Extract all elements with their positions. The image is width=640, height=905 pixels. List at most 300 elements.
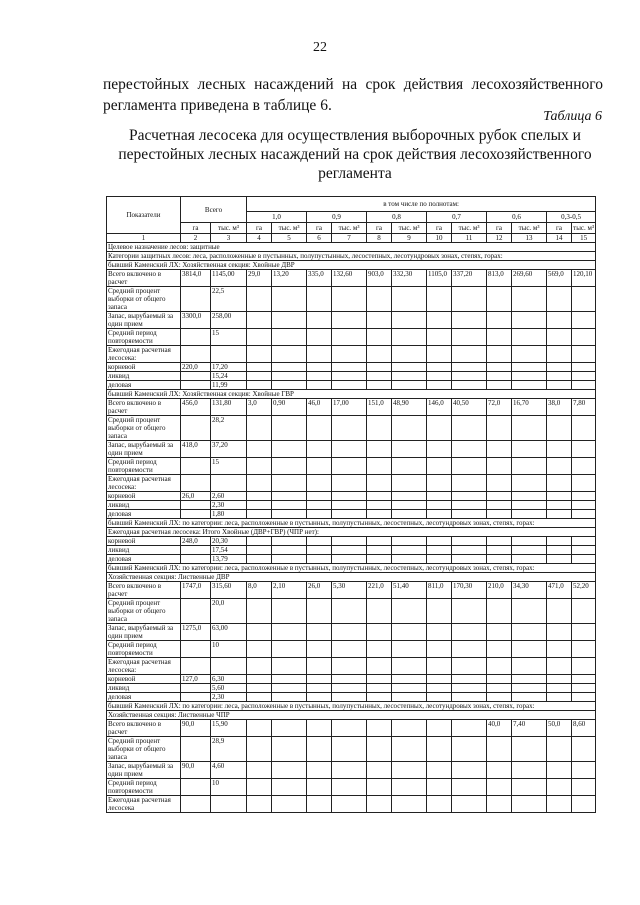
table-cell [487, 441, 512, 458]
table-cell: 11,99 [211, 381, 247, 390]
table-row [107, 510, 596, 519]
table-cell: 52,20 [572, 582, 596, 599]
table-cell [452, 416, 487, 441]
header-column-number: 15 [572, 234, 596, 243]
table-cell [427, 546, 452, 555]
table-cell [392, 441, 427, 458]
table-cell [181, 737, 211, 762]
table-cell [392, 675, 427, 684]
table-cell [307, 693, 332, 702]
table-cell [367, 684, 392, 693]
table-cell [547, 329, 572, 346]
table-cell [547, 779, 572, 796]
table-cell [181, 372, 211, 381]
table-cell [572, 684, 596, 693]
table-cell [367, 372, 392, 381]
table-cell [332, 458, 367, 475]
table-cell: 2,30 [211, 501, 247, 510]
table-cell [547, 546, 572, 555]
table-cell [572, 492, 596, 501]
table-cell [247, 658, 272, 675]
table-cell [452, 501, 487, 510]
table-cell [512, 624, 547, 641]
table-cell [392, 720, 427, 737]
section-row [107, 711, 596, 720]
table-row [107, 599, 596, 624]
header-column-numbers-row [107, 234, 596, 243]
table-cell: 90,0 [181, 720, 211, 737]
header-column-number: 1 [107, 234, 181, 243]
table-cell [307, 501, 332, 510]
table-cell [367, 546, 392, 555]
table-cell [452, 693, 487, 702]
header-column-number: 3 [211, 234, 247, 243]
table-cell [181, 546, 211, 555]
table-cell [487, 381, 512, 390]
table-cell [512, 312, 547, 329]
table-cell: 26,0 [307, 582, 332, 599]
table-cell: 26,0 [181, 492, 211, 501]
table-cell: 34,30 [512, 582, 547, 599]
table-cell [332, 675, 367, 684]
table-cell [452, 329, 487, 346]
table-cell: 3814,0 [181, 270, 211, 287]
table-row [107, 346, 596, 363]
header-unit-ha: га [427, 223, 452, 234]
table-cell [332, 779, 367, 796]
table-cell [307, 675, 332, 684]
table-cell [487, 641, 512, 658]
table-cell [572, 346, 596, 363]
row-label: ликвид [107, 372, 181, 381]
table-row [107, 779, 596, 796]
table-cell [512, 346, 547, 363]
table-cell: 2,60 [211, 492, 247, 501]
table-cell [427, 658, 452, 675]
table-cell [307, 720, 332, 737]
table-cell [367, 624, 392, 641]
section-heading: бывший Каменский ЛХ: по категории: леса, расположенные в пустынных, полупустынных, лесостепных, лесотундровых зонах, степях, горах: [107, 564, 596, 573]
table-cell [572, 675, 596, 684]
row-label: ликвид [107, 501, 181, 510]
table-cell [332, 492, 367, 501]
table-cell: 72,0 [487, 399, 512, 416]
table-body [107, 243, 596, 813]
table-row [107, 372, 596, 381]
table-cell [512, 492, 547, 501]
table-cell: 332,30 [392, 270, 427, 287]
table-cell: 40,0 [487, 720, 512, 737]
table-cell [332, 381, 367, 390]
table-cell [307, 796, 332, 813]
table-cell [181, 501, 211, 510]
table-cell [247, 287, 272, 312]
table-cell [512, 684, 547, 693]
table-cell [272, 416, 307, 441]
table-cell [367, 492, 392, 501]
table-cell [547, 372, 572, 381]
table-cell [427, 599, 452, 624]
table-cell [487, 346, 512, 363]
table-row [107, 796, 596, 813]
table-cell [572, 599, 596, 624]
table-cell [307, 372, 332, 381]
table-cell [487, 537, 512, 546]
table-cell [427, 501, 452, 510]
table-cell [307, 492, 332, 501]
table-row [107, 684, 596, 693]
table-cell [572, 546, 596, 555]
table-cell [272, 675, 307, 684]
table-cell [307, 346, 332, 363]
table-cell: 15,90 [211, 720, 247, 737]
table-cell: 811,0 [427, 582, 452, 599]
table-cell: 151,0 [367, 399, 392, 416]
table-cell [247, 684, 272, 693]
table-cell [211, 346, 247, 363]
table-row [107, 441, 596, 458]
table-cell [332, 555, 367, 564]
table-cell [512, 675, 547, 684]
table-cell [487, 737, 512, 762]
table-cell [181, 796, 211, 813]
table-cell [487, 658, 512, 675]
table-cell [367, 329, 392, 346]
table-cell [452, 684, 487, 693]
table-row [107, 555, 596, 564]
table-cell: 220,0 [181, 363, 211, 372]
table-cell [452, 675, 487, 684]
table-cell [487, 363, 512, 372]
table-cell [332, 372, 367, 381]
table-cell [427, 287, 452, 312]
table-cell [247, 458, 272, 475]
table-cell [427, 684, 452, 693]
table-cell [332, 287, 367, 312]
table-cell [181, 555, 211, 564]
page-number: 22 [313, 40, 327, 55]
header-column-number: 4 [247, 234, 272, 243]
table-cell [247, 346, 272, 363]
header-including: в том числе по полнотам: [247, 197, 596, 212]
table-row [107, 416, 596, 441]
table-cell: 17,00 [332, 399, 367, 416]
table-cell [512, 329, 547, 346]
section-row [107, 390, 596, 399]
table-cell [452, 312, 487, 329]
table-cell [512, 287, 547, 312]
table-cell [452, 779, 487, 796]
table-cell [572, 501, 596, 510]
table-cell [452, 346, 487, 363]
table-row [107, 641, 596, 658]
table-cell: 50,0 [547, 720, 572, 737]
table-cell [547, 416, 572, 441]
header-column-number: 7 [332, 234, 367, 243]
table-cell: 3300,0 [181, 312, 211, 329]
table-row [107, 546, 596, 555]
row-label: Средний период повторяемости [107, 779, 181, 796]
table-cell: 17,20 [211, 363, 247, 372]
row-label: Всего включено в расчет [107, 582, 181, 599]
table-cell [512, 510, 547, 519]
table-cell [332, 762, 367, 779]
table-cell [247, 501, 272, 510]
table-cell [392, 693, 427, 702]
table-cell: 29,0 [247, 270, 272, 287]
row-label: деловая [107, 693, 181, 702]
table-cell: 20,0 [211, 599, 247, 624]
row-label: Средний процент выборки от общего запаса [107, 599, 181, 624]
table-cell [452, 737, 487, 762]
table-cell [452, 510, 487, 519]
table-cell [547, 658, 572, 675]
table-cell: 15 [211, 458, 247, 475]
table-cell [272, 475, 307, 492]
table-cell [367, 693, 392, 702]
table-cell [211, 658, 247, 675]
table-cell [332, 684, 367, 693]
table-cell [572, 458, 596, 475]
row-label: Средний период повторяемости [107, 458, 181, 475]
table-cell [452, 441, 487, 458]
header-unit-volume: тыс. м³ [332, 223, 367, 234]
table-cell [392, 510, 427, 519]
table-cell [427, 416, 452, 441]
table-cell [181, 658, 211, 675]
section-heading: бывший Каменский ЛХ: Хозяйственная секция: Хвойные ДВР [107, 261, 596, 270]
section-row [107, 519, 596, 528]
table-row [107, 381, 596, 390]
table-cell [367, 641, 392, 658]
row-label: Средний период повторяемости [107, 329, 181, 346]
table-cell [272, 546, 307, 555]
table-cell [392, 492, 427, 501]
table-cell [392, 796, 427, 813]
table-cell [452, 762, 487, 779]
table-cell: 170,30 [452, 582, 487, 599]
table-row [107, 270, 596, 287]
table-cell [512, 599, 547, 624]
table-cell [247, 599, 272, 624]
table-cell [181, 510, 211, 519]
table-cell [392, 537, 427, 546]
table-cell: 335,0 [307, 270, 332, 287]
table-cell [452, 641, 487, 658]
header-unit-volume: тыс. м³ [573, 224, 595, 232]
table-cell [547, 762, 572, 779]
row-label: корневой [107, 492, 181, 501]
table-cell: 456,0 [181, 399, 211, 416]
table-cell [427, 329, 452, 346]
table-cell [487, 510, 512, 519]
table-cell [307, 537, 332, 546]
table-cell [487, 475, 512, 492]
table-cell [512, 475, 547, 492]
table-cell [247, 329, 272, 346]
table-cell [332, 737, 367, 762]
table-cell [427, 312, 452, 329]
row-label: Средний период повторяемости [107, 641, 181, 658]
table-cell [487, 599, 512, 624]
table-cell [427, 346, 452, 363]
table-cell [572, 555, 596, 564]
header-unit-volume: тыс. м³ [512, 223, 547, 234]
table-cell [367, 796, 392, 813]
table-cell [392, 546, 427, 555]
table-row [107, 492, 596, 501]
table-cell: 5,60 [211, 684, 247, 693]
table-cell [307, 510, 332, 519]
table-cell [547, 684, 572, 693]
header-density: 0,7 [427, 212, 487, 223]
table-cell: 127,0 [181, 675, 211, 684]
table-cell [452, 458, 487, 475]
table-cell: 8,60 [572, 720, 596, 737]
header-indicators: Показатели [107, 197, 181, 234]
table-cell [332, 693, 367, 702]
table-row [107, 312, 596, 329]
table-cell [427, 381, 452, 390]
section-row [107, 564, 596, 573]
table-cell [512, 363, 547, 372]
table-cell [247, 381, 272, 390]
table-cell [247, 641, 272, 658]
header-column-number: 14 [547, 234, 572, 243]
table-cell [487, 762, 512, 779]
table-cell [307, 658, 332, 675]
row-label: деловая [107, 381, 181, 390]
table-cell [487, 693, 512, 702]
table-cell [572, 372, 596, 381]
table-cell [332, 720, 367, 737]
table-cell: 51,40 [392, 582, 427, 599]
table-cell [307, 555, 332, 564]
table-cell: 210,0 [487, 582, 512, 599]
table-cell [572, 381, 596, 390]
table-row [107, 624, 596, 641]
table-cell [452, 492, 487, 501]
table-cell: 146,0 [427, 399, 452, 416]
table-cell [452, 624, 487, 641]
table-cell [572, 441, 596, 458]
table-cell [392, 381, 427, 390]
table-cell: 471,0 [547, 582, 572, 599]
table-cell [452, 363, 487, 372]
table-row [107, 582, 596, 599]
table-cell [247, 492, 272, 501]
header-density: 0,8 [367, 212, 427, 223]
table-cell [547, 501, 572, 510]
table-cell [572, 779, 596, 796]
table-cell [367, 346, 392, 363]
table-cell [367, 779, 392, 796]
allowable-cut-table [106, 196, 596, 813]
table-cell [547, 675, 572, 684]
table-cell [272, 372, 307, 381]
table-cell [547, 796, 572, 813]
header-unit-ha: га [181, 223, 211, 234]
table-cell [181, 684, 211, 693]
table-cell [367, 658, 392, 675]
table-cell [392, 599, 427, 624]
table-row [107, 737, 596, 762]
table-cell [452, 287, 487, 312]
row-label: корневой [107, 537, 181, 546]
table-cell [392, 737, 427, 762]
table-cell [452, 599, 487, 624]
table-cell: 2,10 [272, 582, 307, 599]
table-cell [487, 329, 512, 346]
section-heading: бывший Каменский ЛХ: по категории: леса, расположенные в пустынных, полупустынных, лесостепных, лесотундровых зонах, степях, горах: [107, 702, 596, 711]
table-cell [392, 555, 427, 564]
table-cell [272, 779, 307, 796]
table-cell [512, 537, 547, 546]
table-cell [247, 779, 272, 796]
table-cell [272, 312, 307, 329]
table-cell [181, 416, 211, 441]
table-cell [487, 287, 512, 312]
table-cell [487, 555, 512, 564]
row-label: Всего включено в расчет [107, 720, 181, 737]
table-cell [572, 537, 596, 546]
table-cell [392, 641, 427, 658]
table-cell [181, 287, 211, 312]
table-cell [392, 624, 427, 641]
table-cell [547, 287, 572, 312]
table-cell [427, 675, 452, 684]
table-cell [427, 372, 452, 381]
table-cell [487, 624, 512, 641]
table-cell: 903,0 [367, 270, 392, 287]
table-cell [272, 762, 307, 779]
table-cell: 337,20 [452, 270, 487, 287]
table-cell: 221,0 [367, 582, 392, 599]
table-cell [181, 346, 211, 363]
table-cell [332, 501, 367, 510]
table-cell [512, 458, 547, 475]
table-row [107, 399, 596, 416]
table-cell: 2,30 [211, 693, 247, 702]
table-cell [367, 720, 392, 737]
table-row [107, 287, 596, 312]
table-cell [512, 381, 547, 390]
header-density: 1,0 [247, 212, 307, 223]
table-cell [272, 796, 307, 813]
table-cell [332, 658, 367, 675]
table-cell [452, 658, 487, 675]
table-cell [392, 287, 427, 312]
table-cell [427, 363, 452, 372]
table-cell [272, 363, 307, 372]
table-cell [307, 762, 332, 779]
table-row [107, 693, 596, 702]
header-unit-volume: тыс. м³ [211, 223, 247, 234]
table-cell: 6,30 [211, 675, 247, 684]
table-row [107, 675, 596, 684]
table-cell [367, 762, 392, 779]
table-cell: 46,0 [307, 399, 332, 416]
table-cell [332, 537, 367, 546]
table-cell [392, 346, 427, 363]
table-cell [452, 372, 487, 381]
table-cell [512, 779, 547, 796]
table-cell [427, 796, 452, 813]
table-cell: 1275,0 [181, 624, 211, 641]
header-unit-ha: га [247, 223, 272, 234]
table-cell [427, 555, 452, 564]
table-cell [392, 501, 427, 510]
